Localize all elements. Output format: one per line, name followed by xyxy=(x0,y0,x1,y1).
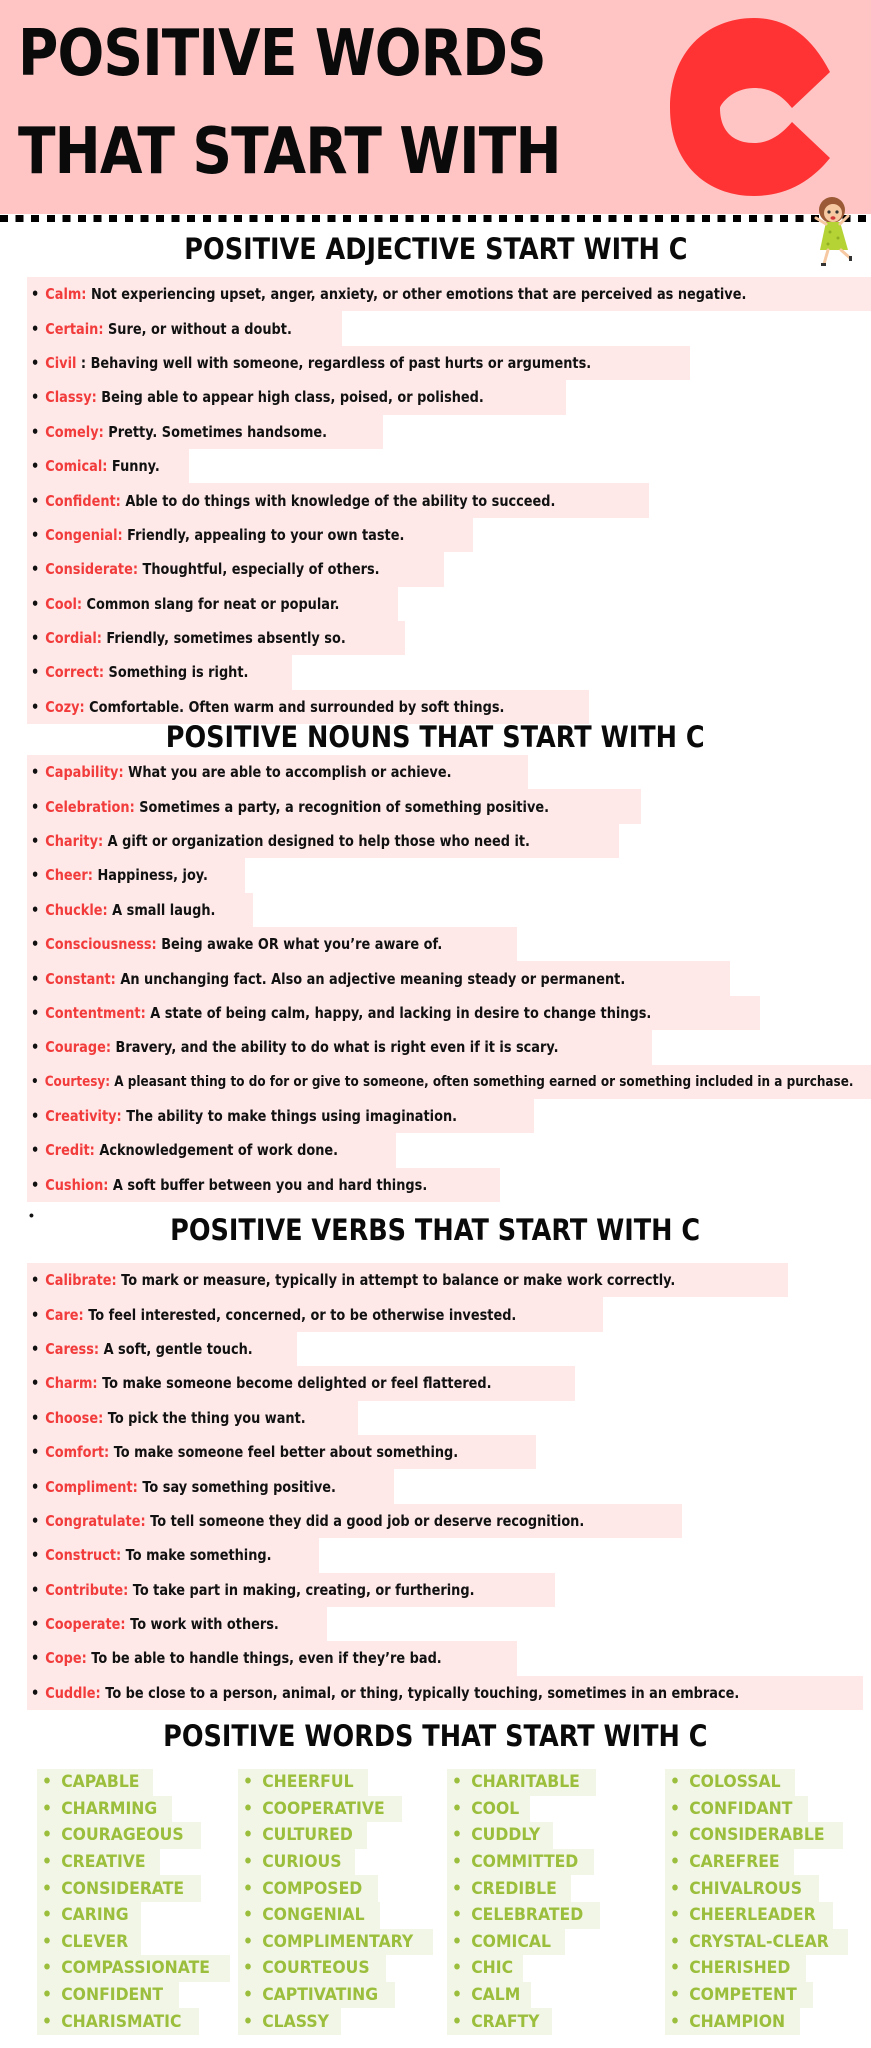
definition-text: An unchanging fact. Also an adjective meaning steady or permanent. xyxy=(120,969,626,988)
positive-word: CUDDLY xyxy=(471,1825,541,1846)
definition-term: Contribute: xyxy=(45,1580,129,1599)
positive-word: COMPASSIONATE xyxy=(61,1958,210,1979)
main-title-line-1: POSITIVE WORDS xyxy=(18,17,546,91)
definition-text: Sure, or without a doubt. xyxy=(107,319,292,338)
bullet-icon: • xyxy=(670,1985,681,2006)
bullet-icon: • xyxy=(31,1038,40,1057)
word-column-4 xyxy=(665,1769,848,2035)
bullet-icon: • xyxy=(31,1546,40,1565)
definition-term: Cordial: xyxy=(45,629,102,648)
positive-word-item xyxy=(37,1822,201,1849)
bullet-icon: • xyxy=(42,1852,53,1873)
positive-word: CONFIDENT xyxy=(61,1985,164,2006)
definition-item xyxy=(27,415,383,449)
positive-word: CELEBRATED xyxy=(471,1905,584,1926)
positive-word-item xyxy=(238,1796,402,1823)
definition-text: To feel interested, concerned, or to be otherwise invested. xyxy=(88,1305,517,1324)
positive-word: CHARITABLE xyxy=(471,1772,580,1793)
definition-item xyxy=(27,1263,788,1297)
definition-text: Being awake OR what you’re aware of. xyxy=(161,935,443,954)
positive-word-item xyxy=(238,1955,386,1982)
definition-term: Choose: xyxy=(45,1408,104,1427)
bullet-icon: • xyxy=(31,1175,40,1194)
definition-term: Civil xyxy=(45,353,77,372)
definition-term: Cheer: xyxy=(45,866,93,885)
bullet-icon: • xyxy=(42,1905,53,1926)
definition-item xyxy=(27,1168,500,1202)
positive-word: COOL xyxy=(471,1798,520,1819)
positive-word-item xyxy=(447,1796,530,1823)
bullet-icon: • xyxy=(243,1825,254,1846)
definition-text: Comfortable. Often warm and surrounded by soft things. xyxy=(89,697,505,716)
bullet-icon: • xyxy=(42,1878,53,1899)
positive-word: CREDIBLE xyxy=(471,1878,557,1899)
section-title-adjectives: POSITIVE ADJECTIVE START WITH C xyxy=(183,232,688,266)
bullet-icon: • xyxy=(42,2011,53,2032)
definition-term: Cuddle: xyxy=(45,1683,101,1702)
positive-word: COMMITTED xyxy=(471,1852,579,1873)
bullet-icon: • xyxy=(452,1878,463,1899)
bullet-icon: • xyxy=(31,319,40,338)
positive-word: CULTURED xyxy=(262,1825,353,1846)
word-column-2 xyxy=(238,1769,433,2035)
bullet-icon: • xyxy=(670,1878,681,1899)
definition-text: Pretty. Sometimes handsome. xyxy=(108,422,328,441)
positive-word-item xyxy=(37,1769,153,1796)
definition-item xyxy=(27,1607,327,1641)
positive-word-item xyxy=(37,1849,160,1876)
definition-term: Comely: xyxy=(45,422,104,441)
definition-term: Charity: xyxy=(45,831,104,850)
definition-text: A gift or organization designed to help those who need it. xyxy=(107,831,530,850)
positive-word-item xyxy=(238,1929,433,1956)
positive-word-item xyxy=(665,1769,795,1796)
bullet-icon: • xyxy=(243,2011,254,2032)
bullet-icon: • xyxy=(31,831,40,850)
bullet-icon: • xyxy=(31,763,40,782)
definition-item xyxy=(27,311,342,345)
positive-word: CLEVER xyxy=(61,1931,129,1952)
positive-word: COURTEOUS xyxy=(262,1958,370,1979)
definition-term: Cool: xyxy=(45,594,83,613)
bullet-icon: • xyxy=(452,1798,463,1819)
definition-item xyxy=(27,1469,394,1503)
bullet-icon: • xyxy=(31,629,40,648)
definition-term: Compliment: xyxy=(45,1477,138,1496)
positive-word: CHIC xyxy=(471,1958,514,1979)
definition-text: Being able to appear high class, poised, or polished. xyxy=(101,388,484,407)
positive-word: COURAGEOUS xyxy=(61,1825,184,1846)
definition-term: Correct: xyxy=(45,663,105,682)
bullet-icon: • xyxy=(31,1443,40,1462)
section-title-words: POSITIVE WORDS THAT START WITH C xyxy=(163,1719,708,1753)
bullet-icon: • xyxy=(452,1825,463,1846)
bullet-icon: • xyxy=(31,1305,40,1324)
bullet-icon: • xyxy=(243,1772,254,1793)
bullet-icon: • xyxy=(452,1772,463,1793)
main-title-line-2: THAT START WITH xyxy=(18,115,561,189)
bullet-icon: • xyxy=(42,1985,53,2006)
positive-word-item xyxy=(238,1849,355,1876)
positive-word-item xyxy=(665,2008,800,2035)
definition-term: Cooperate: xyxy=(45,1615,126,1634)
definition-term: Capability: xyxy=(45,763,124,782)
positive-word: COMPETENT xyxy=(689,1985,797,2006)
definition-text: A state of being calm, happy, and lacking in desire to change things. xyxy=(150,1003,652,1022)
definition-term: Chuckle: xyxy=(45,900,108,919)
definition-text: A soft, gentle touch. xyxy=(103,1339,253,1358)
definition-item xyxy=(27,1435,536,1469)
definition-text: Common slang for neat or popular. xyxy=(86,594,340,613)
bullet-icon: • xyxy=(452,1958,463,1979)
bullet-icon: • xyxy=(452,1985,463,2006)
bullet-icon: • xyxy=(31,663,40,682)
definition-term: Care: xyxy=(45,1305,84,1324)
definition-text: A pleasant thing to do for or give to someone, often something earned or something included in a purchase. xyxy=(114,1073,854,1090)
definition-term: Courage: xyxy=(45,1038,111,1057)
definition-text: To be close to a person, animal, or thing, typically touching, sometimes in an embrace. xyxy=(105,1683,740,1702)
definition-item xyxy=(27,927,517,961)
positive-word: CURIOUS xyxy=(262,1852,342,1873)
definition-text: To make someone become delighted or feel flattered. xyxy=(102,1374,492,1393)
positive-word-item xyxy=(447,1902,600,1929)
definition-item xyxy=(27,1401,358,1435)
definition-text: Funny. xyxy=(111,457,160,476)
bullet-icon: • xyxy=(670,1905,681,1926)
definition-text: Sometimes a party, a recognition of something positive. xyxy=(139,797,550,816)
positive-word-item xyxy=(665,1955,806,1982)
positive-word: COOPERATIVE xyxy=(262,1798,385,1819)
definition-text: To make someone feel better about something. xyxy=(113,1443,459,1462)
bullet-icon: • xyxy=(31,866,40,885)
section-title-nouns: POSITIVE NOUNS THAT START WITH C xyxy=(166,720,705,754)
positive-word: CRAFTY xyxy=(471,2011,540,2032)
definition-term: Cushion: xyxy=(45,1175,109,1194)
positive-word-item xyxy=(447,1849,594,1876)
positive-word: CLASSY xyxy=(262,2011,329,2032)
bullet-icon: • xyxy=(31,1580,40,1599)
positive-word: CALM xyxy=(471,1985,521,2006)
bullet-icon: • xyxy=(31,353,40,372)
definition-item xyxy=(27,655,292,689)
positive-word-item xyxy=(238,1875,378,1902)
definition-text: To pick the thing you want. xyxy=(107,1408,306,1427)
positive-word-item xyxy=(665,1796,808,1823)
bullet-icon: • xyxy=(31,525,40,544)
bullet-icon: • xyxy=(243,1852,254,1873)
definition-text: A small laugh. xyxy=(112,900,216,919)
definition-text: To take part in making, creating, or furthering. xyxy=(132,1580,475,1599)
bullet-icon: • xyxy=(31,935,40,954)
definition-term: Calibrate: xyxy=(45,1271,117,1290)
definition-text: Thoughtful, especially of others. xyxy=(142,560,380,579)
word-column-1 xyxy=(37,1769,230,2035)
positive-word: COMPOSED xyxy=(262,1878,363,1899)
bullet-icon: • xyxy=(31,457,40,476)
positive-word-item xyxy=(447,1769,596,1796)
definition-text: To work with others. xyxy=(130,1615,279,1634)
definition-item xyxy=(27,587,398,621)
bullet-icon: • xyxy=(31,560,40,579)
bullet-icon: • xyxy=(31,1683,40,1702)
positive-word-item xyxy=(37,1875,201,1902)
section-title-verbs: POSITIVE VERBS THAT START WITH C xyxy=(170,1213,701,1247)
positive-word-item xyxy=(238,1769,368,1796)
dotted-divider xyxy=(0,215,871,222)
definition-item xyxy=(27,996,760,1030)
positive-word-item xyxy=(447,1875,571,1902)
header-banner xyxy=(0,0,871,214)
definition-term: Certain: xyxy=(45,319,104,338)
definition-term: Congratulate: xyxy=(45,1511,146,1530)
definition-text: The ability to make things using imagination. xyxy=(126,1107,458,1126)
definition-text: : Behaving well with someone, regardless of past hurts or arguments. xyxy=(80,353,592,372)
positive-word-item xyxy=(238,1902,380,1929)
definition-term: Classy: xyxy=(45,388,97,407)
bullet-icon: • xyxy=(31,1107,40,1126)
definition-item xyxy=(27,1641,517,1675)
positive-word-item xyxy=(447,1955,523,1982)
definition-item xyxy=(27,380,566,414)
definition-item xyxy=(27,449,189,483)
positive-word-item xyxy=(238,1982,395,2009)
bullet-icon: • xyxy=(243,1958,254,1979)
definition-text: Friendly, sometimes absently so. xyxy=(106,629,346,648)
bullet-icon: • xyxy=(31,1339,40,1358)
bullet-icon: • xyxy=(452,1931,463,1952)
adjective-list xyxy=(27,277,871,724)
definition-term: Celebration: xyxy=(45,797,135,816)
bullet-icon: • xyxy=(42,1931,53,1952)
bullet-icon: • xyxy=(31,697,40,716)
definition-term: Construct: xyxy=(45,1546,122,1565)
bullet-icon: • xyxy=(670,1958,681,1979)
positive-word-item xyxy=(37,1902,141,1929)
positive-word: CAREFREE xyxy=(689,1852,780,1873)
bullet-icon: • xyxy=(670,1772,681,1793)
word-column-3 xyxy=(447,1769,600,2035)
bullet-icon: • xyxy=(31,1374,40,1393)
definition-item xyxy=(27,690,589,724)
positive-word-item xyxy=(447,2008,552,2035)
bullet-icon: • xyxy=(31,594,40,613)
definition-term: Courtesy: xyxy=(44,1073,111,1090)
definition-item xyxy=(27,483,649,517)
positive-word: CREATIVE xyxy=(61,1852,146,1873)
positive-word-item xyxy=(37,2008,199,2035)
empty-bullet: • xyxy=(29,1207,34,1223)
definition-term: Congenial: xyxy=(45,525,123,544)
positive-word-item xyxy=(238,2008,341,2035)
definition-item xyxy=(27,1676,863,1710)
noun-list xyxy=(27,755,871,1202)
positive-word-item xyxy=(447,1822,553,1849)
positive-word: CHIVALROUS xyxy=(689,1878,803,1899)
definition-item xyxy=(27,1133,396,1167)
bullet-icon: • xyxy=(31,1615,40,1634)
bullet-icon: • xyxy=(31,1003,40,1022)
definition-term: Creativity: xyxy=(45,1107,122,1126)
positive-word-item xyxy=(37,1982,179,2009)
bullet-icon: • xyxy=(31,1141,40,1160)
definition-term: Contentment: xyxy=(45,1003,146,1022)
positive-word-item xyxy=(665,1822,843,1849)
definition-item xyxy=(27,824,619,858)
bullet-icon: • xyxy=(42,1798,53,1819)
definition-item xyxy=(27,1065,871,1099)
definition-item xyxy=(27,277,871,311)
definition-item xyxy=(27,346,690,380)
positive-word-item xyxy=(665,1929,848,1956)
definition-item xyxy=(27,518,473,552)
positive-word-item xyxy=(447,1929,565,1956)
definition-text: To say something positive. xyxy=(142,1477,336,1496)
definition-text: A soft buffer between you and hard things. xyxy=(112,1175,428,1194)
bullet-icon: • xyxy=(42,1958,53,1979)
bullet-icon: • xyxy=(31,285,40,304)
bullet-icon: • xyxy=(670,1852,681,1873)
positive-word-item xyxy=(37,1796,172,1823)
definition-term: Considerate: xyxy=(45,560,139,579)
bullet-icon: • xyxy=(31,797,40,816)
definition-item xyxy=(27,1366,575,1400)
positive-word: CHAMPION xyxy=(689,2011,786,2032)
bullet-icon: • xyxy=(452,1905,463,1926)
bullet-icon: • xyxy=(243,1985,254,2006)
positive-word: CONSIDERABLE xyxy=(689,1825,825,1846)
positive-word-item xyxy=(665,1902,833,1929)
definition-term: Caress: xyxy=(45,1339,100,1358)
definition-term: Cozy: xyxy=(45,697,85,716)
positive-word: CHARISMATIC xyxy=(61,2011,182,2032)
positive-word: CRYSTAL-CLEAR xyxy=(689,1931,829,1952)
positive-word-item xyxy=(238,1822,367,1849)
big-letter-c-icon xyxy=(668,18,838,196)
definition-item xyxy=(27,755,528,789)
definition-term: Comical: xyxy=(45,457,108,476)
positive-word: CONGENIAL xyxy=(262,1905,365,1926)
definition-text: Not experiencing upset, anger, anxiety, or other emotions that are perceived as negative. xyxy=(90,285,747,304)
definition-item xyxy=(27,1504,682,1538)
positive-word: CONFIDANT xyxy=(689,1798,793,1819)
bullet-icon: • xyxy=(31,491,40,510)
positive-word: COLOSSAL xyxy=(689,1772,781,1793)
definition-item xyxy=(27,621,405,655)
positive-word: CHEERFUL xyxy=(262,1772,354,1793)
positive-word: CAPTIVATING xyxy=(262,1985,379,2006)
bullet-icon: • xyxy=(243,1905,254,1926)
definition-term: Cope: xyxy=(45,1649,87,1668)
bullet-icon: • xyxy=(42,1825,53,1846)
positive-word: CHEERLEADER xyxy=(689,1905,816,1926)
bullet-icon: • xyxy=(31,900,40,919)
bullet-icon: • xyxy=(670,1825,681,1846)
bullet-icon: • xyxy=(31,1408,40,1427)
bullet-icon: • xyxy=(670,2011,681,2032)
bullet-icon: • xyxy=(243,1931,254,1952)
bullet-icon: • xyxy=(670,1931,681,1952)
positive-word-item xyxy=(37,1955,230,1982)
definition-item xyxy=(27,789,641,823)
definition-text: Able to do things with knowledge of the ability to succeed. xyxy=(125,491,556,510)
definition-item xyxy=(27,893,253,927)
bullet-icon: • xyxy=(31,388,40,407)
definition-text: What you are able to accomplish or achieve. xyxy=(128,763,452,782)
definition-text: Bravery, and the ability to do what is right even if it is scary. xyxy=(115,1038,559,1057)
verb-list xyxy=(27,1263,863,1710)
definition-text: Something is right. xyxy=(108,663,249,682)
definition-text: Acknowledgement of work done. xyxy=(99,1141,339,1160)
definition-item xyxy=(27,552,444,586)
bullet-icon: • xyxy=(31,1073,39,1090)
bullet-icon: • xyxy=(31,969,40,988)
bullet-icon: • xyxy=(31,1511,40,1530)
definition-item xyxy=(27,1297,603,1331)
bullet-icon: • xyxy=(42,1772,53,1793)
definition-term: Consciousness: xyxy=(45,935,157,954)
definition-item xyxy=(27,1099,534,1133)
positive-word: CARING xyxy=(61,1905,129,1926)
positive-word-item xyxy=(665,1849,794,1876)
definition-item xyxy=(27,1030,652,1064)
definition-term: Credit: xyxy=(45,1141,95,1160)
definition-text: Happiness, joy. xyxy=(97,866,208,885)
positive-word-item xyxy=(447,1982,531,2009)
bullet-icon: • xyxy=(31,1271,40,1290)
positive-word: COMPLIMENTARY xyxy=(262,1931,414,1952)
positive-word: CHARMING xyxy=(61,1798,158,1819)
definition-term: Charm: xyxy=(45,1374,98,1393)
definition-item xyxy=(27,1573,555,1607)
bullet-icon: • xyxy=(670,1798,681,1819)
definition-text: To tell someone they did a good job or deserve recognition. xyxy=(150,1511,585,1530)
definition-term: Calm: xyxy=(45,285,87,304)
bullet-icon: • xyxy=(31,1477,40,1496)
positive-word: COMICAL xyxy=(471,1931,551,1952)
positive-word: CAPABLE xyxy=(61,1772,140,1793)
definition-term: Comfort: xyxy=(45,1443,110,1462)
definition-text: To make something. xyxy=(125,1546,272,1565)
positive-word: CHERISHED xyxy=(689,1958,791,1979)
bullet-icon: • xyxy=(452,2011,463,2032)
definition-item xyxy=(27,961,730,995)
definition-item xyxy=(27,858,245,892)
bullet-icon: • xyxy=(243,1878,254,1899)
bullet-icon: • xyxy=(243,1798,254,1819)
bullet-icon: • xyxy=(31,422,40,441)
positive-word-item xyxy=(665,1982,813,2009)
definition-item xyxy=(27,1538,319,1572)
definition-term: Confident: xyxy=(45,491,121,510)
definition-text: To mark or measure, typically in attempt to balance or make work correctly. xyxy=(121,1271,676,1290)
positive-word: CONSIDERATE xyxy=(61,1878,185,1899)
definition-term: Constant: xyxy=(45,969,116,988)
positive-word-item xyxy=(665,1875,819,1902)
definition-text: To be able to handle things, even if they’re bad. xyxy=(91,1649,442,1668)
definition-item xyxy=(27,1332,297,1366)
bullet-icon: • xyxy=(452,1852,463,1873)
definition-text: Friendly, appealing to your own taste. xyxy=(127,525,405,544)
bullet-icon: • xyxy=(31,1649,40,1668)
positive-word-item xyxy=(37,1929,141,1956)
